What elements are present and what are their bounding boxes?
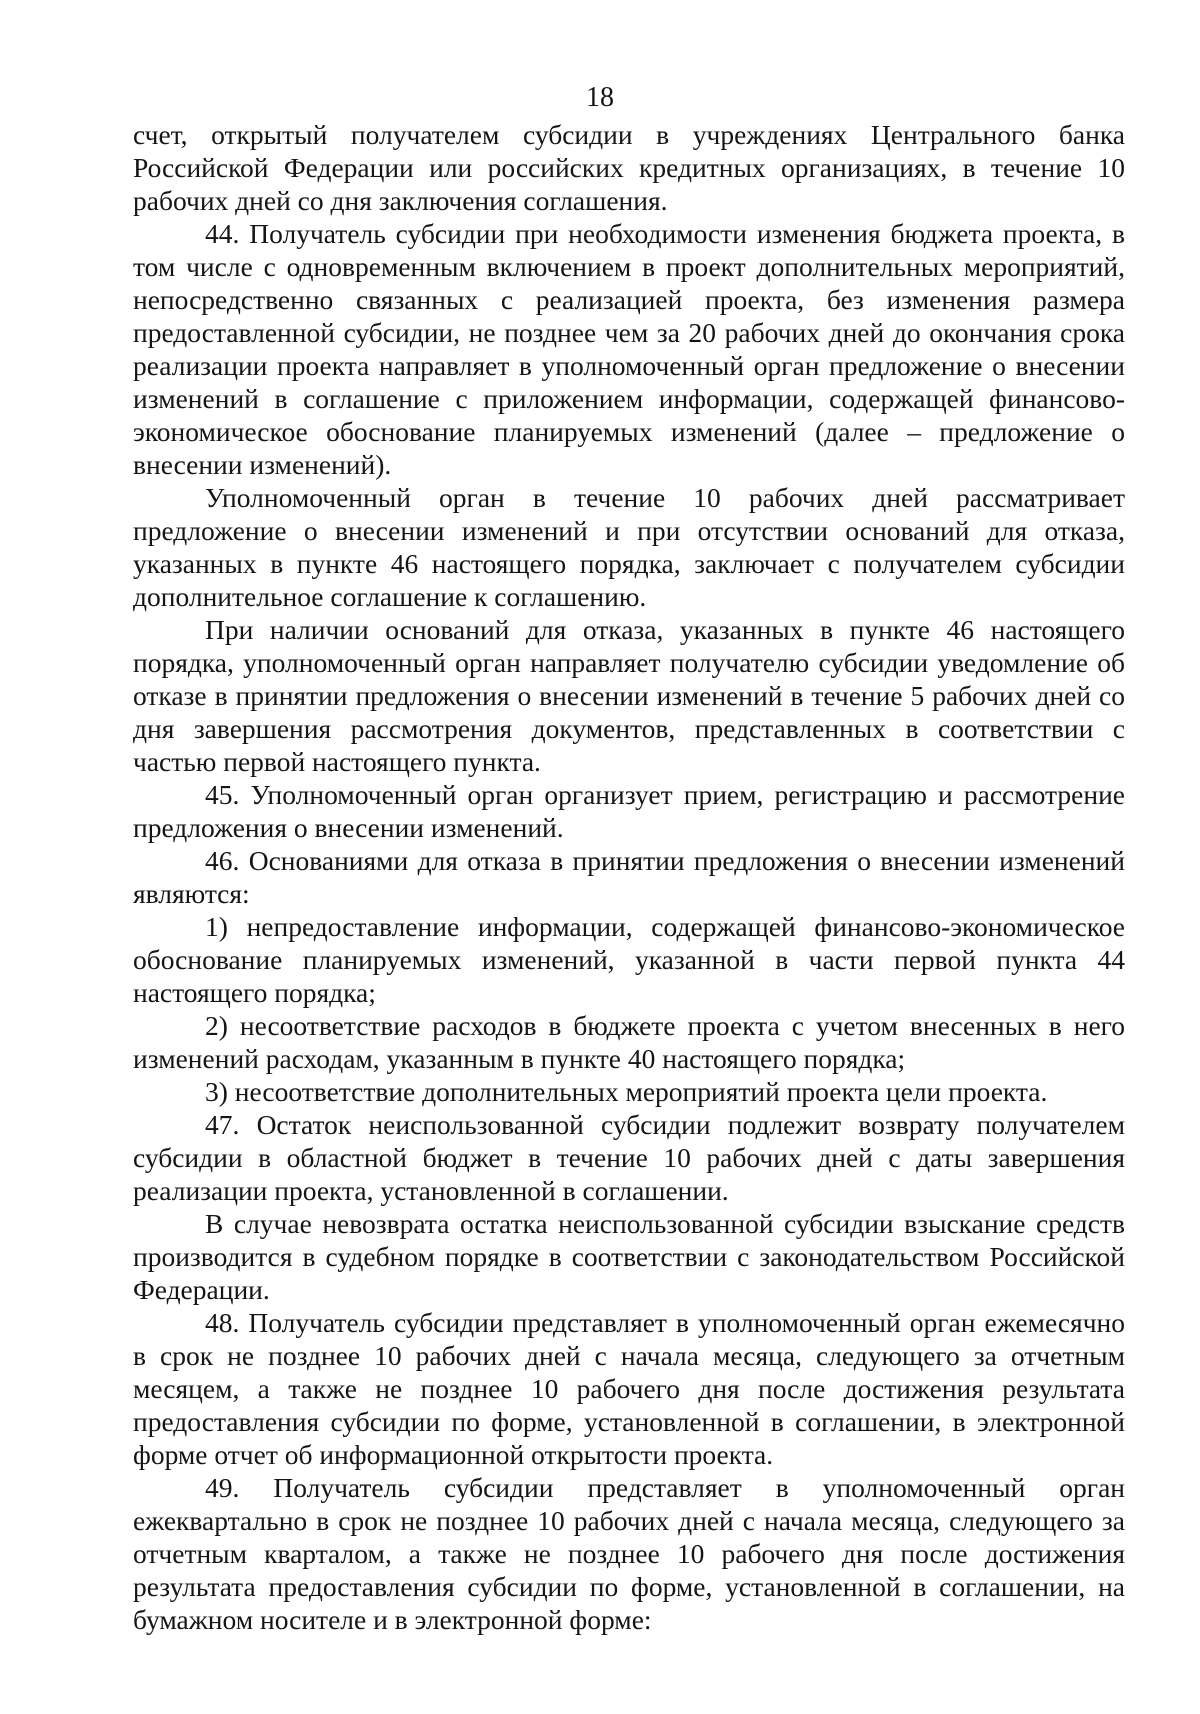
paragraph-44-review: Уполномоченный орган в течение 10 рабочих дней рассматривает предложение о внесении изменений и при отсутствии оснований для отказа, указанных в пункте 46 настоящего порядка, заключает с получателем субсидии дополнительное соглашение к соглашению. <box>133 482 1125 612</box>
paragraph-48: 48. Получатель субсидии представляет в уполномоченный орган ежемесячно в срок не позднее 10 рабочих дней с начала месяца, следующего за отчетным месяцем, а также не позднее 10 рабочего дня после достижения результата предоставления субсидии по форме, установленной в соглашении, в электронной форме отчет об информационной открытости проекта. <box>133 1307 1125 1470</box>
paragraph-49: 49. Получатель субсидии представляет в уполномоченный орган ежеквартально в срок не позднее 10 рабочих дней с начала месяца, следующего за отчетным кварталом, а также не позднее 10 рабочего дня после достижения результата предоставления субсидии по форме, установленной в соглашении, на бумажном носителе и в электронной форме: <box>133 1472 1125 1635</box>
paragraph-44-refusal: При наличии оснований для отказа, указанных в пункте 46 настоящего порядка, уполномоченный орган направляет получателю субсидии уведомление об отказе в принятии предложения о внесении изменений в течение 5 рабочих дней со дня завершения рассмотрения документов, представленных в соответствии с частью первой настоящего пункта. <box>133 614 1125 777</box>
document-body <box>133 118 1125 1636</box>
paragraph-44: 44. Получатель субсидии при необходимости изменения бюджета проекта, в том числе с одновременным включением в проект дополнительных мероприятий, непосредственно связанных с реализацией проекта, без изменения размера предоставленной субсидии, не позднее чем за 20 рабочих дней до окончания срока реализации проекта направляет в уполномоченный орган предложение о внесении изменений в соглашение с приложением информации, содержащей финансово-экономическое обоснование планируемых изменений (далее – предложение о внесении изменений). <box>133 218 1125 480</box>
paragraph-47-recovery: В случае невозврата остатка неиспользованной субсидии взыскание средств производится в судебном порядке в соответствии с законодательством Российской Федерации. <box>133 1208 1125 1305</box>
paragraph-47: 47. Остаток неиспользованной субсидии подлежит возврату получателем субсидии в областной бюджет в течение 10 рабочих дней с даты завершения реализации проекта, установленной в соглашении. <box>133 1109 1125 1206</box>
list-item-2: 2) несоответствие расходов в бюджете проекта с учетом внесенных в него изменений расходам, указанным в пункте 40 настоящего порядка; <box>133 1010 1125 1074</box>
paragraph-continuation: счет, открытый получателем субсидии в учреждениях Центрального банка Российской Федерации или российских кредитных организациях, в течение 10 рабочих дней со дня заключения соглашения. <box>133 119 1125 216</box>
paragraph-45: 45. Уполномоченный орган организует прием, регистрацию и рассмотрение предложения о внесении изменений. <box>133 779 1125 843</box>
paragraph-46: 46. Основаниями для отказа в принятии предложения о внесении изменений являются: <box>133 845 1125 909</box>
page-number: 18 <box>586 82 614 113</box>
list-item-1: 1) непредоставление информации, содержащей финансово-экономическое обоснование планируемых изменений, указанной в части первой пункта 44 настоящего порядка; <box>133 911 1125 1008</box>
list-item-3: 3) несоответствие дополнительных мероприятий проекта цели проекта. <box>205 1076 1048 1107</box>
